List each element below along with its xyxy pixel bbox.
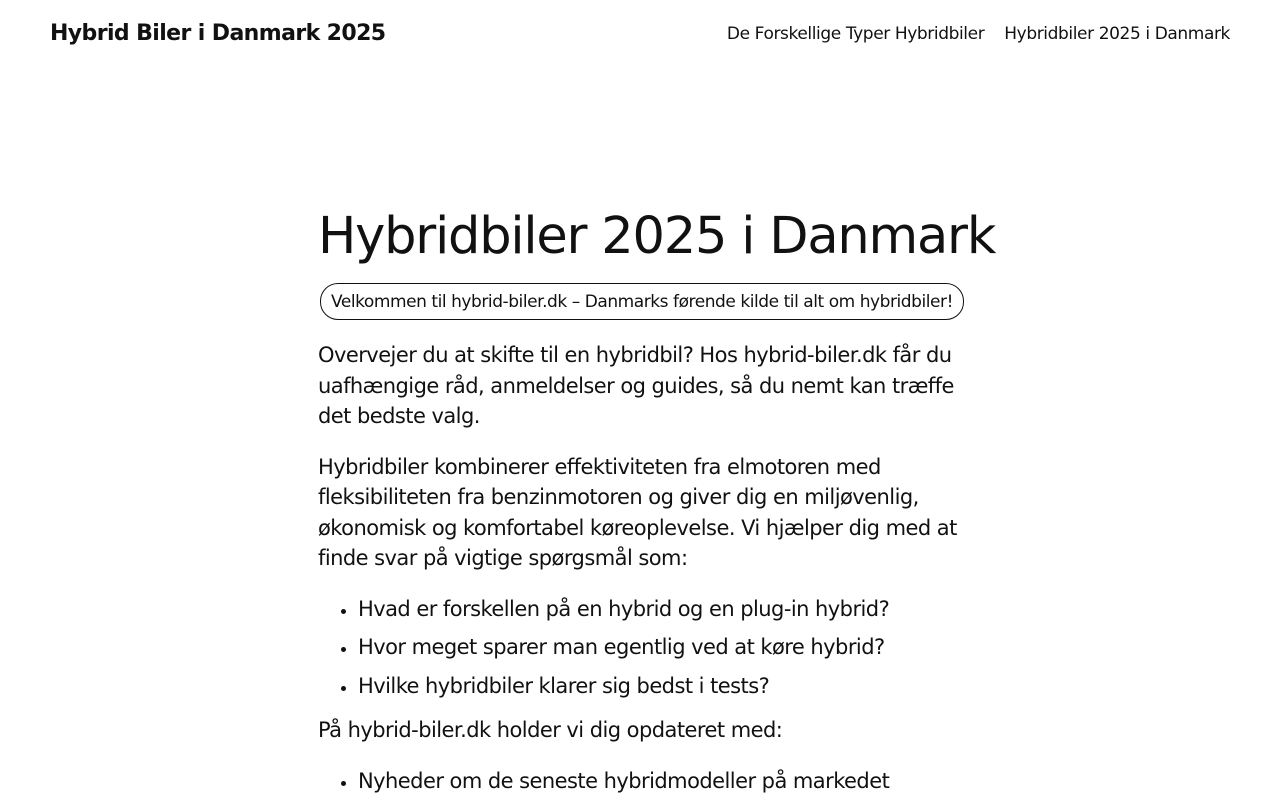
list-item: • Hvilke hybridbiler klarer sig bedst i tests?	[358, 667, 962, 706]
main-nav	[727, 24, 1230, 44]
main-content	[318, 205, 996, 800]
welcome-badge: Velkommen til hybrid-biler.dk – Danmarks førende kilde til alt om hybridbiler!	[320, 283, 964, 320]
questions-list	[318, 590, 962, 706]
list-item: • Hvad er forskellen på en hybrid og en plug-in hybrid?	[358, 590, 962, 629]
description-paragraph: Hybridbiler kombinerer effektiviteten fra elmotoren med fleksibiliteten fra benzinmotoren og giver dig en miljøvenlig, økonomisk og komfortabel køreoplevelse. Vi hjælper dig med at finde svar på vigtige spørgsmål som:	[318, 454, 957, 570]
nav-link-hybrid-2025[interactable]: Hybridbiler 2025 i Danmark	[1004, 24, 1230, 44]
site-title-link[interactable]: Hybrid Biler i Danmark 2025	[50, 21, 386, 46]
nav-link-hybrid-types[interactable]: De Forskellige Typer Hybridbiler	[726, 24, 985, 44]
list-item: • Nyheder om de seneste hybridmodeller på markedet	[358, 762, 962, 801]
updates-list	[318, 762, 962, 801]
list-item: • Hvor meget sparer man egentlig ved at køre hybrid?	[358, 628, 962, 667]
intro-paragraph: Overvejer du at skifte til en hybridbil? Hos hybrid-biler.dk får du uafhængige råd, anmeldelser og guides, så du nemt kan træffe det bedste valg.	[318, 343, 954, 428]
updates-intro-paragraph: På hybrid-biler.dk holder vi dig opdateret med:	[318, 718, 783, 742]
page-title: Hybridbiler 2025 i Danmark	[318, 207, 996, 266]
site-header	[0, 0, 1280, 70]
